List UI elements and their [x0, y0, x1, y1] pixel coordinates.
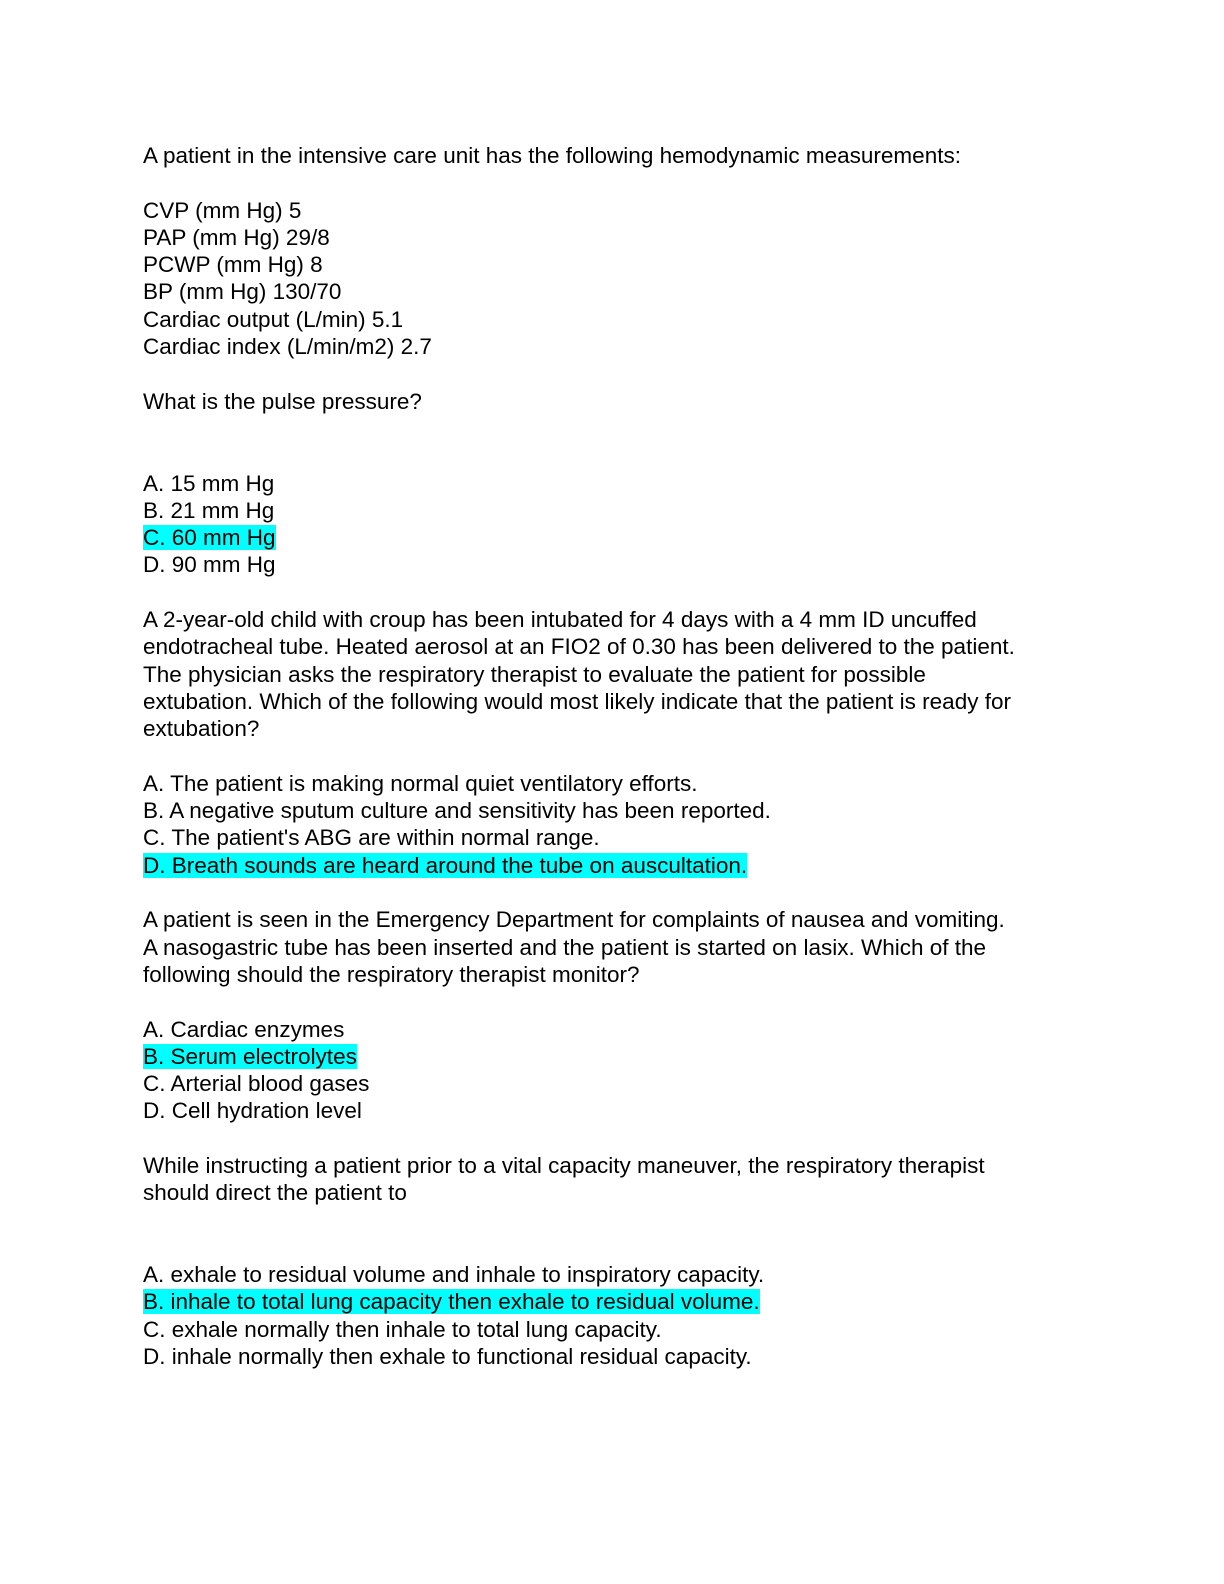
measurement-cvp: CVP (mm Hg) 5 [143, 197, 302, 223]
question-2-stem-line: A 2-year-old child with croup has been intubated for 4 days with a 4 mm ID uncuffed [143, 607, 977, 633]
question-2-option-a: A. The patient is making normal quiet ventilatory efforts. [143, 770, 698, 796]
question-4-options [143, 1261, 1103, 1370]
question-1-option-a: A. 15 mm Hg [143, 470, 275, 496]
question-4-option-b-answer [143, 1288, 1103, 1315]
question-2-stem-line: endotracheal tube. Heated aerosol at an FIO2 of 0.30 has been delivered to the patient. [143, 634, 1015, 660]
question-1-option-c-answer [143, 524, 1103, 551]
question-2-option-c: C. The patient's ABG are within normal range. [143, 825, 600, 851]
question-1-prompt: What is the pulse pressure? [143, 388, 422, 414]
question-1-options [143, 470, 1103, 579]
question-2-stem-line: extubation? [143, 716, 260, 742]
measurement-cardiac-output: Cardiac output (L/min) 5.1 [143, 306, 404, 332]
answer-highlight: B. inhale to total lung capacity then exhale to residual volume. [143, 1289, 760, 1315]
question-4-stem-line: While instructing a patient prior to a vital capacity maneuver, the respiratory therapist [143, 1152, 985, 1178]
question-3-stem-line: A patient is seen in the Emergency Department for complaints of nausea and vomiting. [143, 907, 1005, 933]
question-3-option-c: C. Arterial blood gases [143, 1071, 370, 1097]
question-4-option-c: C. exhale normally then inhale to total lung capacity. [143, 1316, 662, 1342]
question-4-option-d: D. inhale normally then exhale to functional residual capacity. [143, 1344, 752, 1370]
measurement-pap: PAP (mm Hg) 29/8 [143, 224, 330, 250]
answer-highlight: D. Breath sounds are heard around the tube on auscultation. [143, 852, 748, 878]
question-2-stem-line: The physician asks the respiratory therapist to evaluate the patient for possible [143, 661, 926, 687]
answer-highlight: B. Serum electrolytes [143, 1043, 357, 1069]
question-3-option-a: A. Cardiac enzymes [143, 1016, 345, 1042]
measurement-bp: BP (mm Hg) 130/70 [143, 279, 342, 305]
question-2-stem-line: extubation. Which of the following would most likely indicate that the patient is ready for [143, 688, 1011, 714]
document-page [143, 142, 1103, 1370]
question-1-option-b: B. 21 mm Hg [143, 497, 275, 523]
question-3 [143, 906, 1103, 1124]
question-1-intro: A patient in the intensive care unit has the following hemodynamic measurements: [143, 143, 961, 168]
question-2-option-d-answer [143, 852, 1103, 879]
question-3-stem-line: following should the respiratory therapist monitor? [143, 961, 640, 987]
question-4-option-a: A. exhale to residual volume and inhale to inspiratory capacity. [143, 1262, 765, 1288]
answer-highlight: C. 60 mm Hg [143, 525, 276, 551]
question-2 [143, 606, 1103, 879]
question-3-options [143, 1016, 1103, 1125]
question-3-option-b-answer [143, 1043, 1103, 1070]
question-4 [143, 1152, 1103, 1370]
question-2-option-b: B. A negative sputum culture and sensitivity has been reported. [143, 798, 771, 824]
question-1 [143, 142, 1103, 579]
question-4-stem-line: should direct the patient to [143, 1180, 407, 1206]
question-1-option-d: D. 90 mm Hg [143, 552, 276, 578]
question-2-options [143, 770, 1103, 879]
question-3-option-d: D. Cell hydration level [143, 1098, 362, 1124]
question-3-stem-line: A nasogastric tube has been inserted and the patient is started on lasix. Which of the [143, 934, 987, 960]
measurements-list [143, 197, 1103, 361]
measurement-cardiac-index: Cardiac index (L/min/m2) 2.7 [143, 334, 432, 360]
measurement-pcwp: PCWP (mm Hg) 8 [143, 252, 323, 278]
